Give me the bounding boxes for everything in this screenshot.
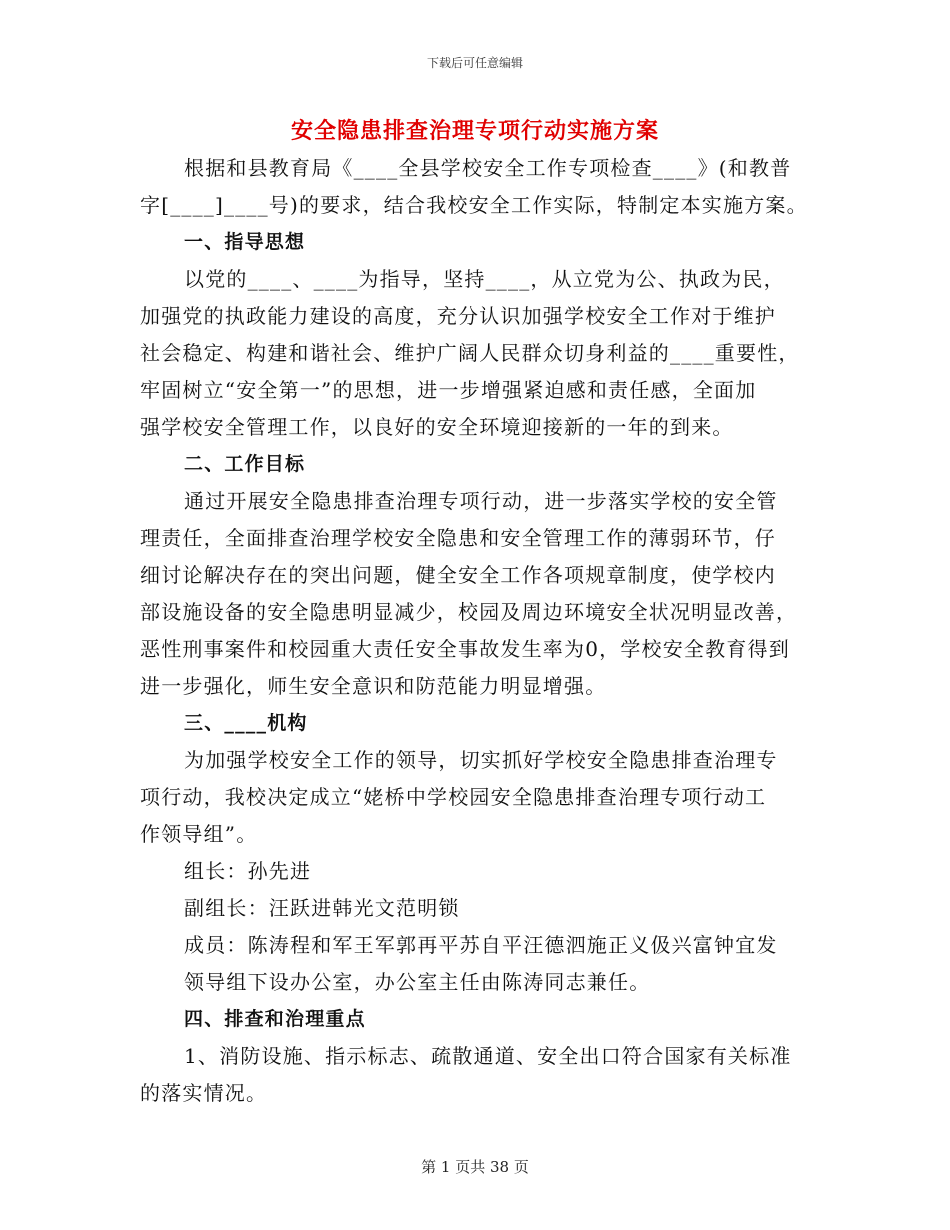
body-line: 的落实情况。 — [140, 1081, 268, 1105]
body-line: 部设施设备的安全隐患明显减少，校园及周边环境安全状况明显改善， — [140, 600, 798, 624]
document-title: 安全隐患排查治理专项行动实施方案 — [290, 119, 659, 144]
body-line: 根据和县教育局《____全县学校安全工作专项检查____》(和教普 — [184, 156, 792, 180]
body-line: 细讨论解决存在的突出问题，健全安全工作各项规章制度，使学校内 — [140, 563, 776, 587]
body-line: 理责任，全面排查治理学校安全隐患和安全管理工作的薄弱环节，仔 — [140, 526, 776, 550]
body-line: 恶性刑事案件和校园重大责任安全事故发生率为0，学校安全教育得到 — [140, 637, 790, 661]
body-line: 领导组下设办公室，办公室主任由陈涛同志兼任。 — [184, 970, 651, 994]
section-heading: 三、____机构 — [184, 712, 308, 734]
section-heading: 二、工作目标 — [184, 453, 306, 475]
page-footer: 第 1 页共 38 页 — [421, 1158, 529, 1176]
body-line: 为加强学校安全工作的领导，切实抓好学校安全隐患排查治理专 — [184, 748, 778, 772]
body-line: 以党的____、____为指导，坚持____，从立党为公、执政为民， — [184, 267, 785, 291]
section-heading: 一、指导思想 — [184, 231, 306, 253]
body-line: 副组长：汪跃进韩光文范明锁 — [184, 896, 460, 920]
header-note: 下载后可任意编辑 — [426, 56, 523, 70]
document-body — [140, 150, 820, 1112]
body-line: 组长：孙先进 — [184, 859, 312, 883]
body-line: 作领导组”。 — [140, 822, 258, 846]
body-line: 成员：陈涛程和军王军郭再平苏自平汪德泗施正义伋兴富钟宜发 — [184, 933, 778, 957]
body-line: 社会稳定、构建和谐社会、维护广阔人民群众切身利益的____重要性， — [140, 341, 800, 365]
body-line: 1、消防设施、指示标志、疏散通道、安全出口符合国家有关标准 — [184, 1044, 792, 1068]
body-line: 强学校安全管理工作，以良好的安全环境迎接新的一年的到来。 — [140, 415, 734, 439]
body-line: 加强党的执政能力建设的高度，充分认识加强学校安全工作对于维护 — [140, 304, 776, 328]
body-line: 字[____]____号)的要求，结合我校安全工作实际，特制定本实施方案。 — [140, 193, 808, 217]
section-heading: 四、排查和治理重点 — [184, 1008, 366, 1030]
body-line: 牢固树立“安全第一”的思想，进一步增强紧迫感和责任感，全面加 — [140, 378, 757, 402]
body-line: 通过开展安全隐患排查治理专项行动，进一步落实学校的安全管 — [184, 489, 778, 513]
body-line: 项行动，我校决定成立“姥桥中学校园安全隐患排查治理专项行动工 — [140, 785, 767, 809]
body-line: 进一步强化，师生安全意识和防范能力明显增强。 — [140, 674, 607, 698]
